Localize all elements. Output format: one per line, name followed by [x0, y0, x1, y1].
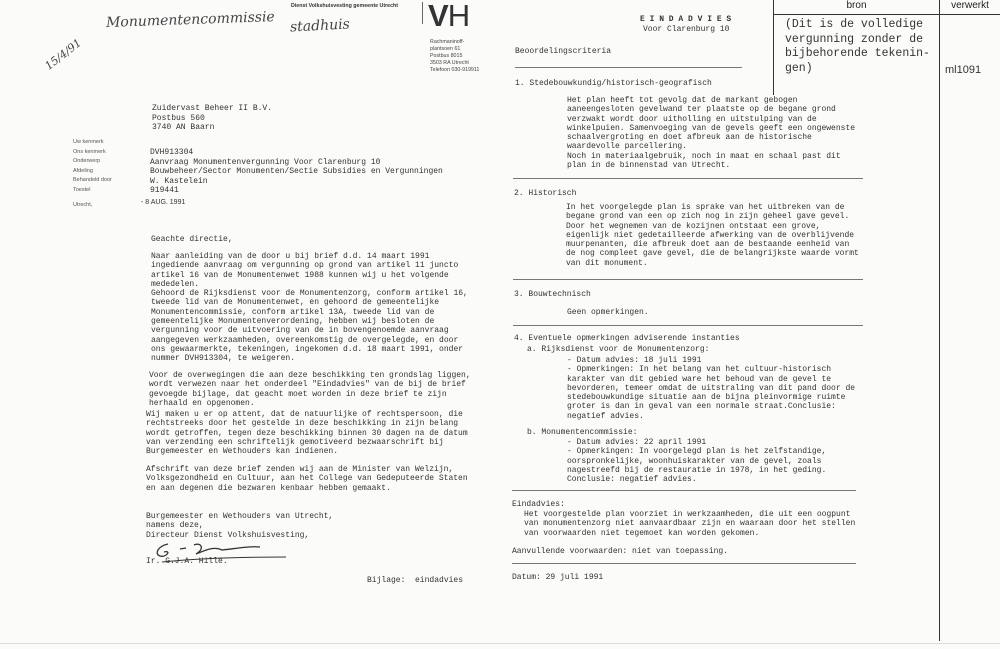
section-4a-heading: a. Rijksdienst voor de Monumentenzorg: [527, 345, 710, 354]
divider [515, 67, 742, 68]
column-header-processed: verwerkt [951, 0, 989, 11]
date-stamp: - 8 AUG. 1991 [141, 199, 186, 206]
attachment-note: Bijlage: eindadvies [367, 576, 464, 585]
final-advice-text: Het voorgestelde plan voorziet in werkzaamheden, die uit een oogpunt van monumentenzorg niet aanvaardbaar zijn en waaraan door het stellen van voorwaarden niet tegemoet kan worden gekomen. [524, 510, 856, 538]
reference-labels: Uw kenmerk Ons kenmerk Onderwerp Afdeling Behandeld door Toestel [73, 139, 112, 193]
letterhead-divider [422, 2, 423, 24]
letter-paragraph-objection: Wij maken u er op attent, dat de natuurlijke of rechtspersoon, die rechtstreeks door het gestelde in deze beschikking in zijn belang wordt getroffen, tegen deze beschikking binnen 30 dagen na de datum van verzending een schriftelijk gemotiveerd bezwaarschrift bij Burgemeester en Wethouders kan indienen. [146, 410, 468, 457]
processed-code: ml1091 [945, 64, 982, 76]
letter-closing: Burgemeester en Wethouders van Utrecht, namens deze, Directeur Dienst Volkshuisvesting, [146, 512, 334, 540]
column-header-source: bron [846, 0, 867, 11]
criteria-heading: Beoordelingscriteria [515, 47, 612, 56]
section-4-heading: 4. Eventuele opmerkingen adviserende instanties [514, 334, 740, 343]
salutation: Geachte directie, [151, 235, 233, 244]
section-4b-heading: b. Monumentencommissie: [527, 428, 638, 437]
table-header-border [773, 14, 1000, 15]
section-2-text: In het voorgelegde plan is sprake van het uitbreken van de begane grond van een op zich nog in zijn geheel gave gevel. Door het wegnemen van de kozijnen ontstaat een grove, eigenlijk niet gedetailleerde afwerking van de overblijvende muurpenanten, die afbreuk doet aan de bestaande eenheid van de nog compleet gave gevel, die de belangrijkste waarde vormt van dit monument. [566, 203, 859, 268]
letterhead-logo: VH [428, 0, 470, 33]
place-label: Utrecht, [73, 202, 93, 208]
addressee-block: Zuidervast Beheer II B.V. Postbus 560 3740 AN Baarn [152, 104, 273, 132]
divider [513, 325, 863, 326]
signatory-name: Ir. G.J.A. Hille. [146, 557, 228, 566]
additional-conditions: Aanvullende voorwaarden: niet van toepassing. [512, 547, 729, 556]
section-4a-text: - Datum advies: 18 juli 1991 - Opmerkingen: In het belang van het cultuur-historisch karakter van dit gebied ware het behoud van de gevel te bevorderen, temeer omdat de uitstraling van dit pand door de stedebouwkundige situatie aan de bijna pleinvormige ruimte groter is dan in geval van een normale straat.Conclusie: negatief advies. [567, 356, 856, 421]
handwritten-note-stadhuis: stadhuis [289, 16, 351, 36]
section-2-heading: 2. Historisch [514, 189, 577, 198]
final-advice-heading: Eindadvies: [512, 500, 565, 509]
divider [512, 490, 856, 491]
section-3-heading: 3. Bouwtechnisch [514, 290, 591, 299]
table-border-middle [939, 0, 940, 641]
reference-values: DVH913304 Aanvraag Monumentenvergunning Voor Clarenburg 10 Bouwbeheer/Sector Monumenten/Sectie Subsidies en Vergunningen W. Kastelein 919441 [150, 148, 443, 195]
advice-date: Datum: 29 juli 1991 [512, 573, 604, 582]
letter-paragraph-decision: Naar aanleiding van de door u bij brief d.d. 14 maart 1991 ingediende aanvraag om vergunning op grond van artikel 11 juncto artikel 16 van de Monumentenwet 1988 kunnen wij u het volgende mededelen. Gehoord de Rijksdienst voor de Monumentenzorg, conform artikel 16, tweede lid van de Monumentenwet, en gehoord de gemeentelijke Monumentencommissie, conform artikel 13A, tweede lid van de gemeentelijke Monumentenverordening, hebben wij besloten de vergunning voor de uitvoering van de in bovengenoemde aanvraag aangegeven werkzaamheden, overeenkomstig de overgelegde, en door ons gewaarmerkte, tekeningen, ingekomen d.d. 18 maart 1991, onder nummer DVH913304, te weigeren. [151, 252, 468, 364]
divider [512, 563, 856, 564]
section-1-text: Het plan heeft tot gevolg dat de markant gebogen aaneengesloten gevelwand ter plaatste op de begane grond verzwakt wordt door uitholling en uitstulping van de winkelpuien. Samenvoeging van de gevels geeft een ongewenste schaalvergroting en doet afbreuk aan de historische waardevolle parcellering. Noch in materiaalgebruik, noch in maat en schaal past dit plan in de binnenstad van Utrecht. [567, 96, 856, 171]
section-3-text: Geen opmerkingen. [567, 308, 649, 317]
section-4b-text: - Datum advies: 22 april 1991 - Opmerkingen: In voorgelegd plan is het zelfstandige, oorspronkelijke, woonhuiskarakter van de gevel, zoals nagestreefd bij de restauratie in 1978, in het geding. Conclusie: negatief advies. [567, 438, 827, 485]
advice-title: E I N D A D V I E S [640, 15, 732, 24]
letter-paragraph-considerations: Voor de overwegingen die aan deze beschikking ten grondslag liggen, wordt verwezen naar het onderdeel "Eindadvies" van de bij de brief gevoegde bijlage, dat geacht moet worden in deze brief te zijn herhaald en opgenomen. [149, 371, 471, 408]
handwritten-note-date: 15/4/91 [42, 36, 84, 73]
letterhead-organisation: Dienst Volkshuisvesting gemeente Utrecht [291, 3, 399, 9]
section-1-heading: 1. Stedebouwkundig/historisch-geografisch [515, 79, 712, 88]
letter-paragraph-copies: Afschrift van deze brief zenden wij aan de Minister van Welzijn, Volksgezondheid en Cultuur, aan het College van Gedeputeerde Staten en aan degenen die bezwaren kenbaar hebben gemaakt. [146, 465, 468, 493]
source-note: (Dit is de volledige vergunning zonder de bijbehorende tekenin- gen) [785, 18, 930, 75]
page-edge [0, 643, 1000, 644]
divider [513, 279, 863, 280]
advice-subtitle: Voor Clarenburg 10 [643, 25, 730, 34]
handwritten-note-monumentencommissie: Monumentencommissie [105, 9, 275, 31]
divider [513, 178, 863, 179]
letterhead-address: Rachmaninoff- plantsoen 61 Postbus 8015 3503 RA Utrecht Telefoon 030-919911 [430, 39, 480, 73]
